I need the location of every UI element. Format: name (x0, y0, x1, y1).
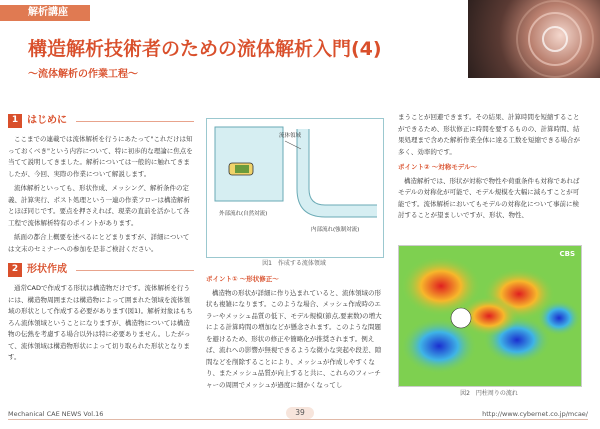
right-column (398, 112, 584, 225)
category-tag: 解析講座 (0, 5, 90, 21)
contour-plot (399, 246, 581, 386)
point-heading: ポイント② 〜対称モデル〜 (398, 163, 477, 171)
section-title: 形状作成 (27, 264, 67, 276)
point-heading: ポイント① 〜形状修正〜 (206, 275, 279, 283)
paragraph: まうことが回避できます。その結果、計算時間を短縮することができるため、形状修正に時間を要するものの、計算時間、結果処理まで含めた解析作業全体に達る工数を短縮できる場合が多く、効率的です。 (398, 113, 580, 156)
article-title: 構造解析技術者のための流体解析入門(4) (28, 38, 382, 60)
section-title: はじめに (27, 115, 67, 127)
paragraph: ここまでの連載では流体解析を行うにあたって"これだけは知っておくべき"という内容について、特に初歩的な理論に焦点を当てて説明してきました。解析については一般的に触れてきましたが、今回、実際の作業について解説します。 (8, 135, 193, 178)
figure-caption: 図1 作成する流体領域 (262, 260, 326, 267)
page-number: 39 (286, 407, 314, 419)
header-banner-image (468, 0, 600, 78)
middle-column (206, 270, 384, 394)
paragraph: 構造物の形状が詳細に作り込まれていると、流体領域の形状も複雑になります。このような場合、メッシュ作成時のエラーやメッシュ品質の低下、モデル規模(節点,要素数)の増大による計算時間の増加などが懸念されます。このような問題を避けるため、形状の修正や簡略化が推奨されます。例えば、流れへの影響が無視できるような微小な突起や段差、隙間などを削除することにより、メッシュが作成しやすくなり、またメッシュ品質が向上すると共に、これらのフィーチャーの周囲でメッシュが過度に細かくなってし (206, 288, 382, 389)
figure-fluid-domain (206, 118, 384, 258)
figure-flow-contour (398, 245, 582, 387)
section-number: 1 (8, 114, 22, 128)
figure-caption: 図2 円柱周りの流れ (460, 390, 518, 397)
left-column (8, 112, 194, 367)
paragraph: 流体解析といっても、形状作成、メッシング、解析条件の定義、計算実行、ポスト処理という一連の作業フローは構造解析とほぼ同じです。要点を押さえれば、現業の直前を活かして各工程で流体解析特有のポイントがあります。 (8, 184, 190, 227)
section-number: 2 (8, 263, 22, 277)
figure-label: 流体領域 (279, 133, 302, 139)
article-subtitle: 〜流体解析の作業工程〜 (28, 69, 138, 80)
logo: CBS (559, 250, 575, 258)
footer-publication: Mechanical CAE NEWS Vol.16 (8, 410, 104, 418)
figure-label: 内部流れ(強制対流) (311, 227, 360, 233)
paragraph: 構造解析では、形状が対称で物性や荷重条件も対称であればモデルの対称化が可能で、モデル規模を大幅に減らすことが可能です。流体解析においてもモデルの対称化について事前に検討することが望ましいですが、形状、物性、 (398, 176, 580, 219)
footer-divider (8, 419, 588, 420)
paragraph: 通常CADで作成する形状は構造物だけです。流体解析を行うには、構造物周囲または構造物によって囲まれた領域を流体領域の形状として作成する必要があります(図1)。解析対象はもちろん流体領域ということになりますが、構造物については構造物の伝熱を考慮する場合以外は特に必要ありません。したがって、流体領域は構造物形状によって切り取られた形状となります。 (8, 284, 193, 361)
paragraph: 紙面の都合上概要を述べるにとどまりますが、詳細については文末のセミナーへの参加を是非ご検討ください。 (8, 233, 190, 253)
footer-url[interactable]: http://www.cybernet.co.jp/mcae/ (482, 410, 588, 418)
section-heading-geometry (8, 263, 194, 277)
fluid-domain-diagram (207, 119, 383, 257)
figure-label: 外部流れ(自然対流) (219, 211, 268, 217)
section-heading-intro (8, 114, 194, 128)
